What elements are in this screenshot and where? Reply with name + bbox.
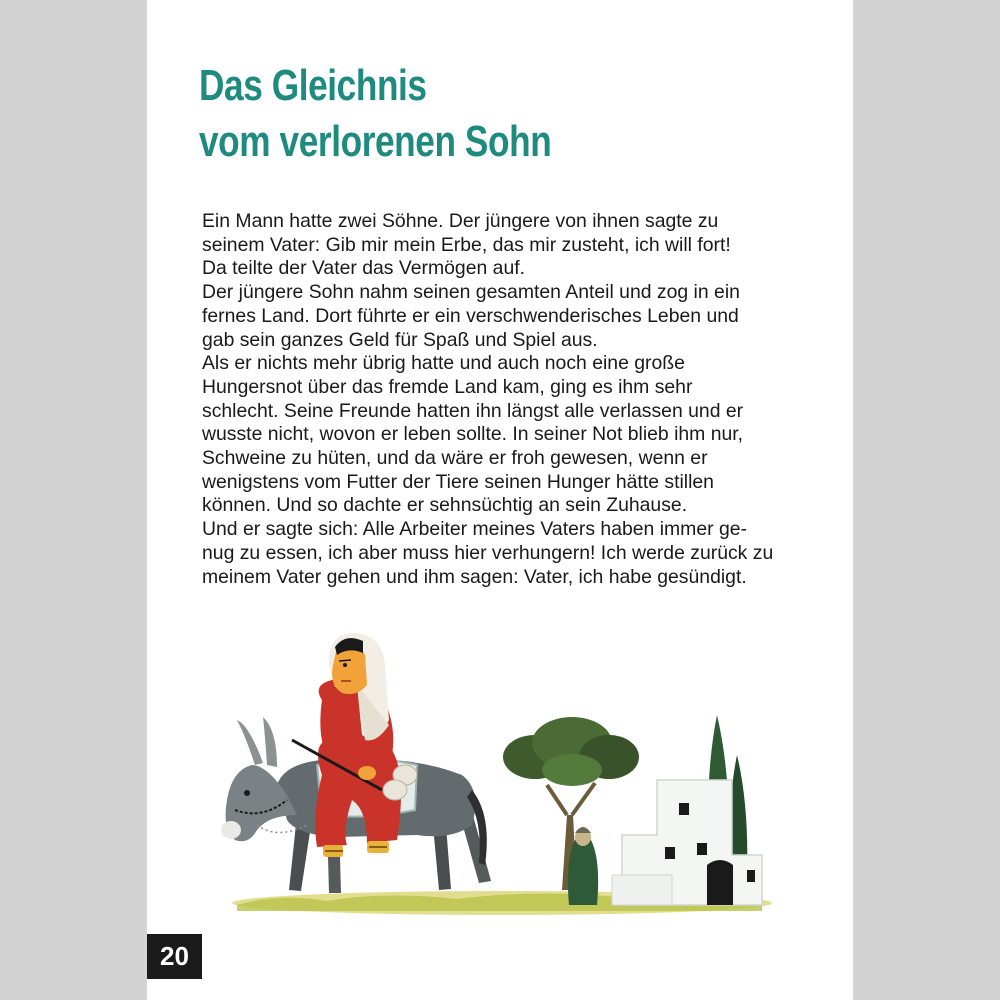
text-line: wenigstens vom Futter der Tiere seinen Hunger hätte stillen — [202, 470, 714, 493]
page-title — [199, 58, 551, 170]
text-line: Und er sagte sich: Alle Arbeiter meines Vaters haben immer ge- — [202, 518, 747, 541]
text-line: Da teilte der Vater das Vermögen auf. — [202, 257, 526, 280]
text-line: wusste nicht, wovon er leben sollte. In seiner Not blieb ihm nur, — [202, 423, 744, 446]
text-line: gab sein ganzes Geld für Spaß und Spiel aus. — [202, 328, 598, 351]
illustration-son-on-donkey — [217, 625, 777, 925]
text-line: nug zu essen, ich aber muss hier verhungern! Ich werde zurück zu — [202, 541, 774, 564]
story-text — [202, 210, 802, 589]
text-line: Der jüngere Sohn nahm seinen gesamten Anteil und zog in ein — [202, 281, 740, 304]
text-line: Schweine zu hüten, und da wäre er froh gewesen, wenn er — [202, 447, 708, 470]
text-line: seinem Vater: Gib mir mein Erbe, das mir zusteht, ich will fort! — [202, 233, 731, 256]
text-line: fernes Land. Dort führte er ein verschwenderisches Leben und — [202, 304, 739, 327]
title-line-2: vom verlorenen Sohn — [199, 117, 552, 166]
text-line: Als er nichts mehr übrig hatte und auch noch eine große — [202, 352, 685, 375]
text-line: schlecht. Seine Freunde hatten ihn längst alle verlassen und er — [202, 399, 744, 422]
page-number: 20 — [147, 934, 202, 979]
text-line: können. Und so dachte er sehnsüchtig an sein Zuhause. — [202, 494, 688, 517]
text-line: Ein Mann hatte zwei Söhne. Der jüngere von ihnen sagte zu — [202, 210, 719, 232]
text-line: Hungersnot über das fremde Land kam, ging es ihm sehr — [202, 375, 693, 398]
title-line-1: Das Gleichnis — [199, 61, 427, 110]
text-line: meinem Vater gehen und ihm sagen: Vater, ich habe gesündigt. — [202, 565, 747, 588]
book-page — [147, 0, 853, 1000]
